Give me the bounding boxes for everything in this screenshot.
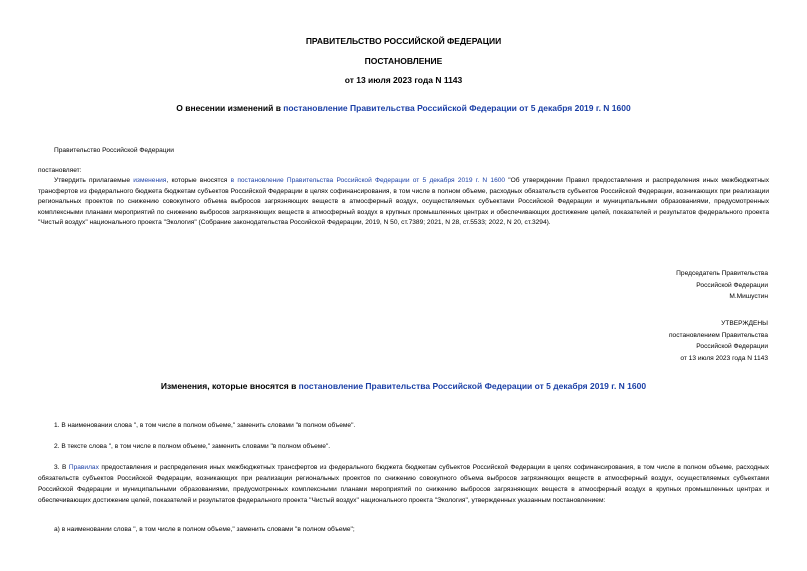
signature-country: Российской Федерации [696,281,768,289]
changes-link[interactable]: изменения [133,177,167,184]
approval-line3: Российской Федерации [696,343,768,350]
signature-name: М.Мишустин [729,293,768,300]
item3-prefix: 3. В [54,464,69,471]
change-item-3a: а) в наименовании слова ", в том числе в полном объеме," заменить словами "в полном объеме"; [54,526,355,533]
approve-mid: , которые вносятся [166,177,231,184]
signature-position: Председатель Правительства [676,270,768,277]
approve-prefix: Утвердить прилагаемые [54,177,134,184]
approve-rest: "Об утверждении Правил предоставления и распределения иных межбюджетных трансфертов из федерального бюджета бюджетам субъектов Российской Федерации в целях софинансирования, в том числе в полном объеме, расходных обязательств субъектов Российской Федерации, возникающих при реализации региональных проектов по снижению совокупного объема выбросов загрязняющих веществ в атмосферный воздух, осуществляемых субъектами Российской Федерации и муниципальными образованиями, предусмотренных комплексными планами мероприятий по снижению выбросов загрязняющих веществ в атмосферный воздух в крупных промышленных центрах и обеспечивающих достижение целей, показателей и результатов федерального проекта "Чистый воздух" национального проекта "Экология" (Собрание законодательства Российской Федерации, 2019, N 50, ст.7389; 2021, N 28, ст.5533; 2022, N 20, ст.3294). [38,177,769,226]
changes-decree-link[interactable]: постановление Правительства Российской Федерации от 5 декабря 2019 г. N 1600 [298,381,647,391]
rules-link[interactable]: Правилах [68,464,99,471]
document-title [0,103,807,114]
signature-block [676,268,768,303]
doc-type-heading: ПОСТАНОВЛЕНИЕ [364,56,443,66]
approval-block [669,318,768,364]
date-number-heading: от 13 июля 2023 года N 1143 [344,75,463,85]
approve-paragraph [38,176,769,229]
approval-label: УТВЕРЖДЕНЫ [721,320,768,327]
decree-1600-link[interactable]: постановление Правительства Российской Федерации от 5 декабря 2019 г. N 1600 [283,103,631,113]
item3-rest: предоставления и распределения иных межбюджетных трансфертов из федерального бюджета бюджетам субъектов Российской Федерации в целях софинансирования, в том числе в полном объеме, расходных обязательств субъектов Российской Федерации, возникающих при реализации региональных проектов по снижению совокупного объема выбросов загрязняющих веществ в атмосферный воздух, осуществляемых субъектами Российской Федерации и муниципальными образованиями, предусмотренных комплексными планами мероприятий по снижению выбросов загрязняющих веществ в атмосферный воздух в крупных промышленных центрах и обеспечивающих достижение целей, показателей и результатов федерального проекта "Чистый воздух" национального проекта "Экология", утвержденных указанным постановлением: [38,464,769,504]
change-item-1: 1. В наименовании слова ", в том числе в полном объеме," заменить словами "в полном объеме". [54,422,356,429]
document-title-prefix: О внесении изменений в [176,103,284,113]
change-item-2: 2. В тексте слова ", в том числе в полном объеме," заменить словами "в полном объеме". [54,443,331,450]
decree-link-inline[interactable]: в постановление Правительства Российской Федерации от 5 декабря 2019 г. N 1600 [230,177,506,184]
approval-date: от 13 июля 2023 года N 1143 [680,354,768,362]
changes-title-prefix: Изменения, которые вносятся в [160,381,299,391]
approval-line2: постановлением Правительства [668,331,768,339]
government-heading: ПРАВИТЕЛЬСТВО РОССИЙСКОЙ ФЕДЕРАЦИИ [305,36,502,46]
changes-title [0,381,807,392]
issuer-text: Правительство Российской Федерации [54,147,174,154]
decrees-text: постановляет: [38,167,82,174]
change-item-3 [38,462,769,506]
